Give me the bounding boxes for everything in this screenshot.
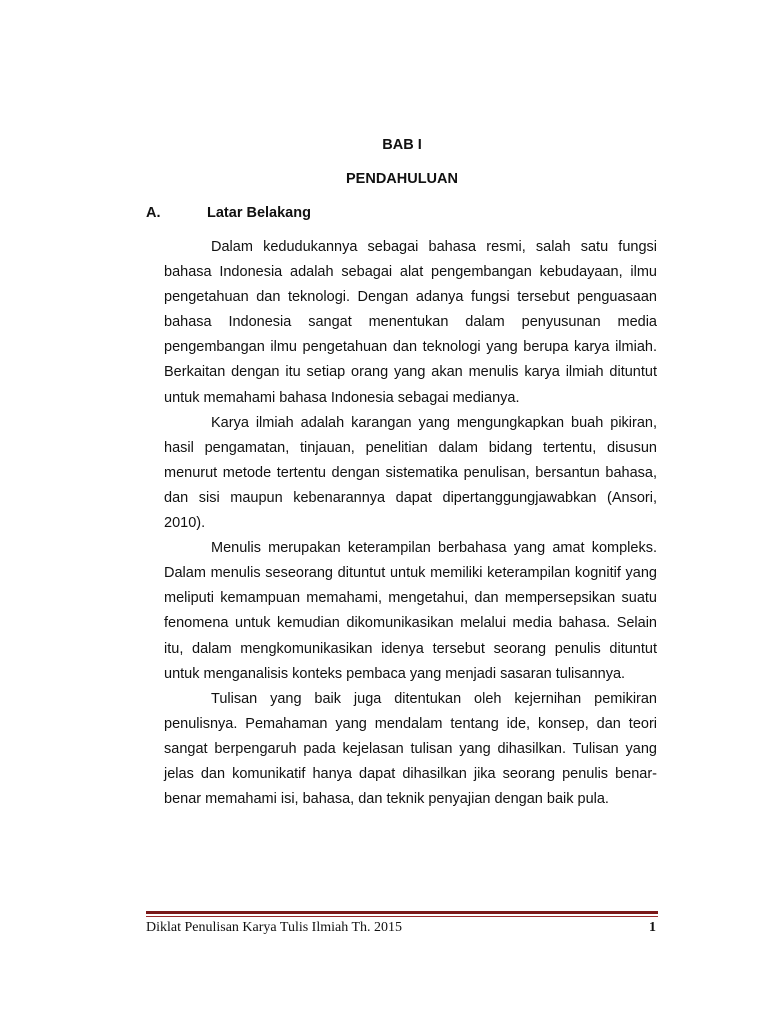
footer-rule-thick — [146, 911, 658, 914]
footer-title: Diklat Penulisan Karya Tulis Ilmiah Th. 2015 — [146, 920, 403, 935]
paragraph-3: Menulis merupakan keterampilan berbahasa yang amat kompleks. Dalam menulis seseorang dituntut untuk memiliki keterampilan kognitif yang meliputi kemampuan memahami, mengetahui, dan mempersepsikan suatu fenomena untuk kemudian dikomunikasikan melalui media bahasa. Selain itu, dalam mengkomunikasikan idenya tersebut seorang penulis dituntut untuk menganalisis konteks pembaca yang menjadi sasaran tulisannya. — [164, 540, 657, 682]
paragraph-4: Tulisan yang baik juga ditentukan oleh kejernihan pemikiran penulisnya. Pemahaman yang mendalam tentang ide, konsep, dan teori sangat berpengaruh pada kejelasan tulisan yang dihasilkan. Tulisan yang jelas dan komunikatif hanya dapat dihasilkan jika seorang penulis benar-benar memahami isi, bahasa, dan teknik penyajian dengan baik pula. — [164, 690, 657, 808]
section-number: A. — [146, 205, 161, 221]
chapter-label: BAB I — [382, 137, 422, 153]
paragraph-1: Dalam kedudukannya sebagai bahasa resmi, salah satu fungsi bahasa Indonesia adalah sebagai alat pengembangan kebudayaan, ilmu pengetahuan dan teknologi. Dengan adanya fungsi tersebut penguasaan bahasa Indonesia sangat menentukan dalam penyusunan media pengembangan ilmu pengetahuan dan teknologi yang berupa karya ilmiah. Berkaitan dengan itu setiap orang yang akan menulis karya ilmiah dituntut untuk memahami bahasa Indonesia sebagai medianya. — [164, 239, 657, 406]
paragraph-2: Karya ilmiah adalah karangan yang mengungkapkan buah pikiran, hasil pengamatan, tinjauan, penelitian dalam bidang tertentu, disusun menurut metode tertentu dengan sistematika penulisan, bersantun bahasa, dan sisi maupun kebenarannya dapat dipertanggungjawabkan (Ansori, 2010). — [164, 414, 657, 532]
page-footer — [146, 920, 658, 938]
section-title: Latar Belakang — [207, 205, 311, 221]
section-heading — [146, 205, 311, 221]
chapter-title: PENDAHULUAN — [346, 171, 458, 187]
page-number: 1 — [649, 920, 656, 935]
body-text — [164, 235, 657, 812]
footer-rule-thin — [146, 916, 658, 917]
